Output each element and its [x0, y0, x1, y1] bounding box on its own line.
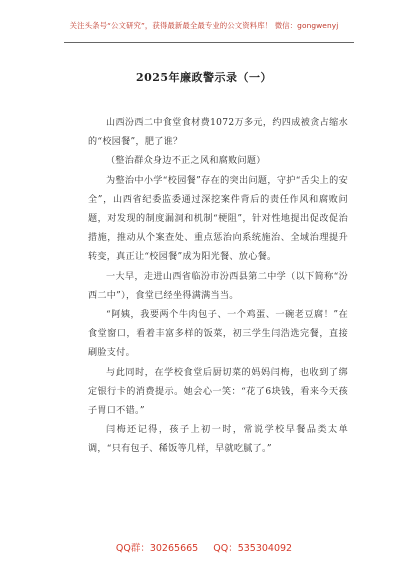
qq-contact-label: QQ：535304092 — [213, 543, 293, 554]
lead-paragraph: 山西汾西二中食堂食材费1072万多元，约四成被贪占缩水的“校园餐”，肥了谁？ — [88, 118, 348, 148]
body-paragraph: 闫梅还记得，孩子上初一时，常说学校早餐品类太单调，“只有包子、稀饭等几样，早就吃腻了。” — [88, 425, 348, 455]
body-paragraph: 为整治中小学“校园餐”存在的突出问题，守护“舌尖上的安全”，山西省纪委监委通过深挖案件背后的责任作风和腐败问题，对发现的制度漏洞和机制“梗阻”，针对性地提出促改促治措施，推动从个案查处、重点惩治向系统施治、全域治理提升转变，真正让“校园餐”成为阳光餐、放心餐。 — [88, 175, 348, 263]
qq-group-label: QQ群：30265665 — [115, 543, 199, 554]
body-paragraph: 与此同时，在学校食堂后厨切菜的妈妈闫梅，也收到了绑定银行卡的消费提示。她会心一笑：“花了6块钱，看来今天孩子胃口不错。” — [88, 367, 348, 417]
page-header-notice: 关注头条号“公文研究”，获得最新最全最专业的公文资料库！ 微信：gongwenyj — [69, 21, 339, 30]
body-paragraph: “阿姨，我要两个牛肉包子、一个鸡蛋、一碗老豆腐！”在食堂窗口，看着丰富多样的饭菜，初三学生闫浩选完餐，直接刷脸支付。 — [88, 310, 348, 359]
body-paragraph: 一大早，走进山西省临汾市汾西县第二中学（以下简称“汾西二中”），食堂已经坐得满满当当。 — [88, 271, 348, 301]
document-title: 2025年廉政警示录（一） — [135, 71, 273, 84]
page-footer — [0, 540, 408, 554]
subtitle-paragraph: （整治群众身边不正之风和腐败问题） — [106, 156, 266, 167]
header-divider — [64, 42, 354, 43]
document-body — [88, 114, 348, 460]
